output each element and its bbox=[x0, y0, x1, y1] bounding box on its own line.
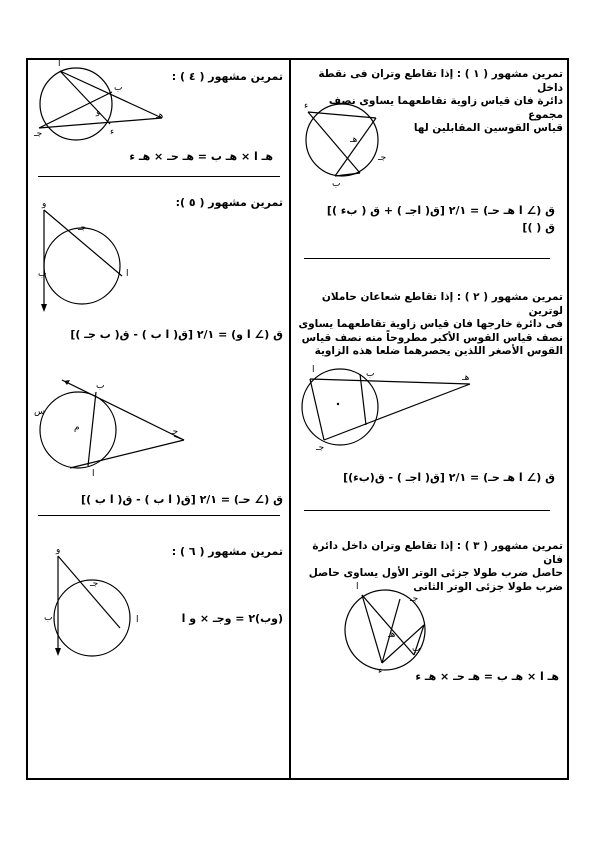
ex4-label-alif: ا bbox=[58, 59, 61, 69]
ex1-formula-continued: ق ( )] bbox=[522, 221, 555, 234]
ex3-label-b: ب bbox=[412, 644, 421, 654]
separator bbox=[304, 510, 550, 511]
ex5-label-j: جـ bbox=[78, 223, 87, 233]
ex4-label-a: ء bbox=[110, 127, 115, 137]
ex1-label-j: جـ bbox=[378, 153, 387, 163]
tangents-formula: ق (∠ حـ) = ٢/١ [ق( ا ب ) - ق( ا ب )] bbox=[81, 493, 283, 506]
ex4-title: تمرين مشهور ( ٤ ) : bbox=[171, 70, 283, 83]
ex3-figure bbox=[340, 582, 430, 676]
ex5-title: تمرين مشهور ( ٥ ): bbox=[175, 196, 283, 209]
ex5-label-alif: ا bbox=[126, 269, 129, 279]
ex3-text: تمرين مشهور ( ٣ ) : إذا تقاطع وتران داخل دائرة فان حاصل ضرب طولا جزئى الوتر الأول يساوى حاصل ضرب طولا جزئى الوتر الثانى bbox=[308, 540, 563, 593]
ex2-text: تمرين مشهور ( ٢ ) : إذا تقاطع شعاعان حاملان لوترين فى دائرة خارجها فان قياس زاوية تقاطعهما يساوى نصف قياس القوس الأكبر مطروحاً منه نصف قياس القوس الأصغر اللذين يحصرهما ضلعا هذه الزاوية bbox=[298, 291, 563, 357]
ex4-label-j: جـ bbox=[34, 129, 43, 139]
ex3-label-h: هـ bbox=[388, 630, 396, 640]
ex6-title: تمرين مشهور ( ٦ ) : bbox=[171, 545, 283, 558]
ex2-label-b: ب bbox=[366, 369, 375, 379]
ex2-figure bbox=[298, 362, 478, 452]
ex2-label-h: هـ bbox=[462, 373, 470, 383]
ex1-formula: ق (∠ ا هـ حـ) = ٢/١ [ق( اجـ ) + ق ( بء )] bbox=[326, 204, 555, 217]
ex1-figure bbox=[300, 100, 400, 190]
ex5-formula: ق (∠ ا و) = ٢/١ [ق( ا ب ) - ق( ب جـ )] bbox=[70, 328, 283, 341]
ex5-label-w: و bbox=[42, 199, 47, 209]
ex4-label-h: هـ bbox=[156, 111, 164, 121]
ex6-label-w: و bbox=[56, 545, 61, 555]
ex5-figure bbox=[38, 200, 138, 315]
ex1-label-b: ب bbox=[332, 179, 341, 189]
ex4-figure bbox=[34, 59, 174, 141]
ex3-label-alif: ا bbox=[356, 582, 359, 592]
ex1-label-a: ء bbox=[304, 101, 309, 111]
ex1-label-h: هـ bbox=[350, 135, 358, 145]
ex6-label-alif: ا bbox=[136, 615, 139, 625]
separator bbox=[38, 515, 280, 516]
tangents-figure bbox=[34, 378, 194, 478]
ex3-label-j: جـ bbox=[410, 594, 419, 604]
tangents-label-j: حـ bbox=[170, 427, 179, 437]
ex3-formula: هـ ا × هـ ب = هـ حـ × هـ ء bbox=[415, 670, 559, 683]
separator bbox=[38, 176, 280, 177]
ex6-label-j: جـ bbox=[90, 579, 99, 589]
column-divider bbox=[289, 58, 291, 780]
ex2-formula: ق (∠ ا هـ حـ) = ٢/١ [ق( اجـ ) - ق(بء)] bbox=[343, 471, 555, 484]
tangents-label-b: ب bbox=[96, 381, 105, 391]
separator bbox=[304, 258, 550, 259]
ex4-label-w: و bbox=[96, 107, 101, 117]
tangents-label-s: س bbox=[34, 407, 45, 417]
ex6-formula: (وب)٢ = وجـ × و ا bbox=[181, 612, 283, 625]
tangents-label-alif: ا bbox=[92, 469, 95, 479]
ex4-label-b: ب bbox=[114, 83, 123, 93]
ex6-label-b: ب bbox=[44, 613, 53, 623]
ex6-figure bbox=[38, 545, 148, 658]
ex1-text: تمرين مشهور ( ١ ) : إذا تقاطع وتران فى نقطة داخل دائرة فان قياس زاوية تقاطعهما يساوى نصف مجموع قياس القوسين المقابلين لها bbox=[318, 68, 563, 134]
tangents-label-m: م bbox=[74, 423, 80, 433]
ex5-label-b: ب bbox=[38, 269, 47, 279]
ex3-label-a: ء bbox=[378, 666, 383, 676]
ex2-label-j: جـ bbox=[316, 443, 325, 453]
ex4-formula: هـ ا × هـ ب = هـ حـ × هـ ء bbox=[129, 150, 273, 163]
ex2-label-alif: ا bbox=[312, 365, 315, 375]
